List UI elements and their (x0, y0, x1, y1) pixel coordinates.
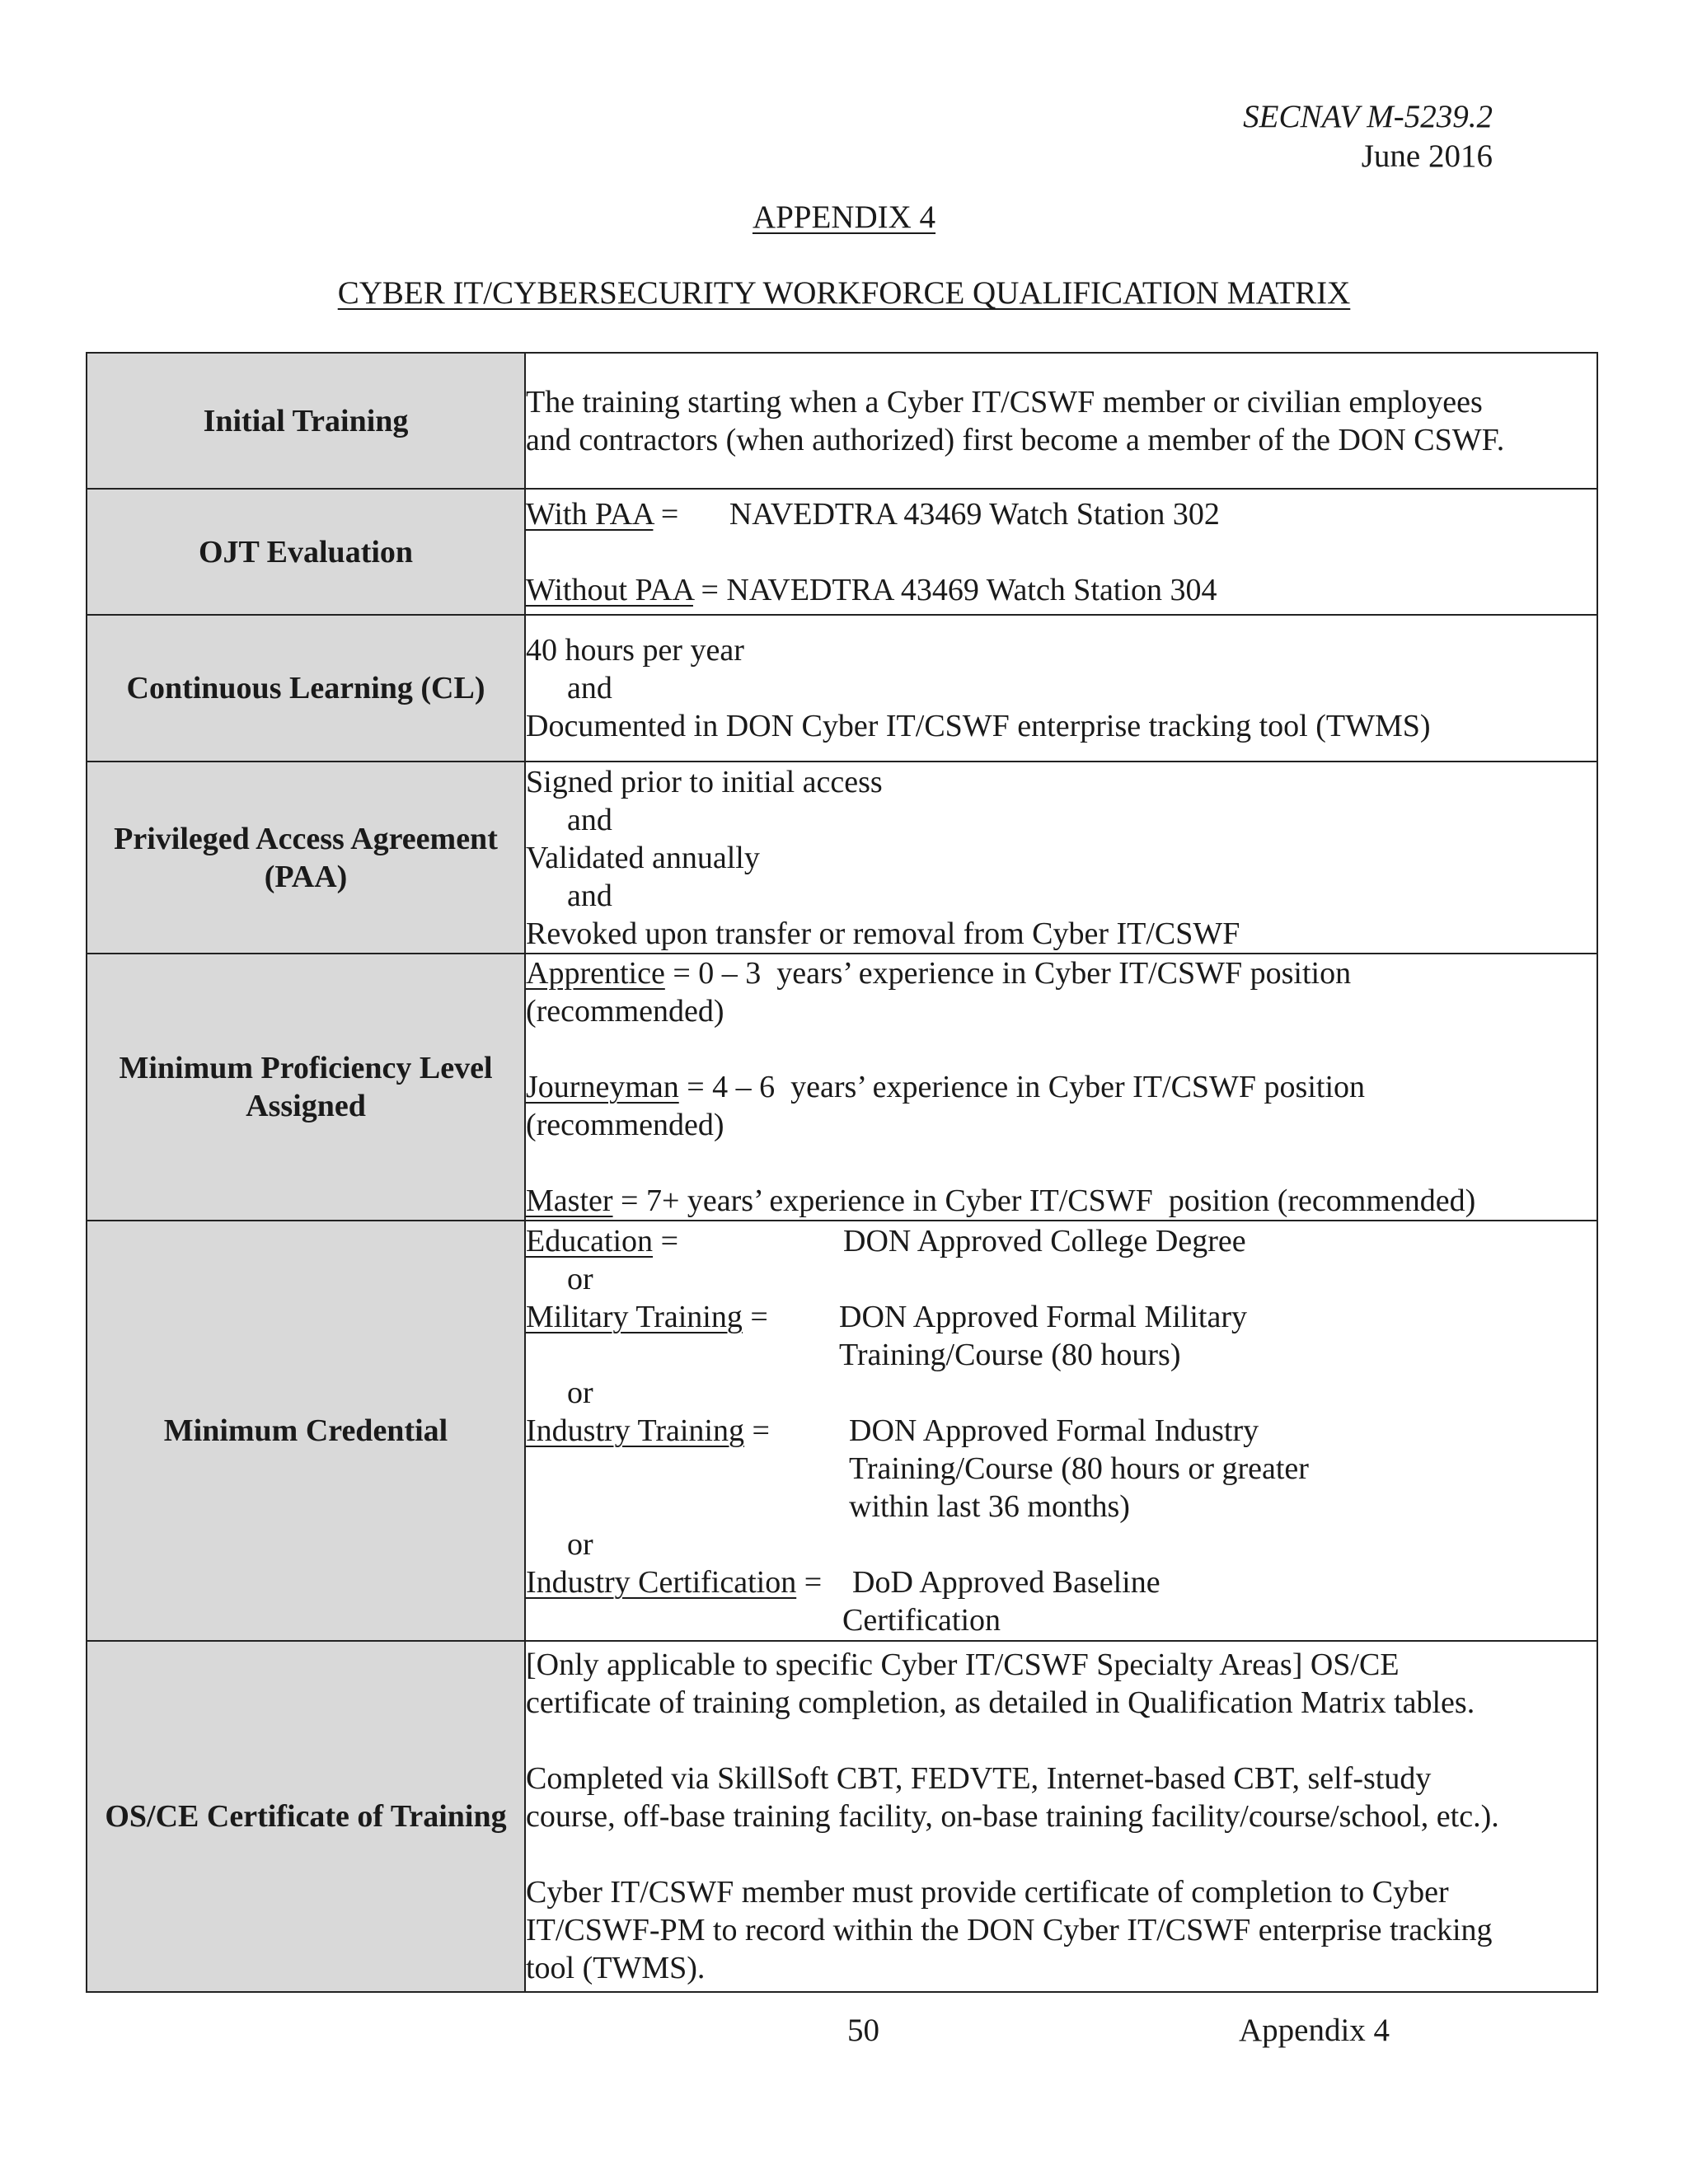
master-value: = 7+ years’ experience in Cyber IT/CSWF position (recommended) (612, 1183, 1476, 1218)
text-line: DoD Approved Baseline (852, 1565, 1160, 1600)
military-training-term: Military Training (526, 1300, 743, 1334)
text-line: Documented in DON Cyber IT/CSWF enterprise tracking tool (TWMS) (526, 709, 1431, 743)
text-line: or (567, 1262, 593, 1296)
equals-sign: = (796, 1565, 823, 1600)
apprentice-term: Apprentice (526, 956, 665, 991)
row-label-ojt-evaluation: OJT Evaluation (87, 489, 525, 615)
text-line: and contractors (when authorized) first become a member of the DON CSWF. (526, 422, 1505, 457)
spacer (526, 1722, 1597, 1760)
spacer (526, 1144, 1597, 1182)
master-line (526, 1182, 1597, 1220)
spacer (526, 1835, 1597, 1873)
equals-sign: = (653, 1224, 678, 1258)
row-label-minimum-credential: Minimum Credential (87, 1221, 525, 1641)
row-content-minimum-credential (525, 1221, 1597, 1641)
ojt-without-paa-value: NAVEDTRA 43469 Watch Station 304 (726, 572, 1217, 607)
table-row (87, 1641, 1597, 1992)
row-content-minimum-proficiency-level (525, 954, 1597, 1221)
ojt-with-paa (526, 495, 1597, 533)
text-line: Cyber IT/CSWF member must provide certificate of completion to Cyber (526, 1875, 1449, 1910)
text-line: or (567, 1376, 593, 1410)
education-value: DON Approved College Degree (843, 1224, 1246, 1258)
journeyman-line (526, 1068, 1597, 1106)
journeyman-value: = 4 – 6 years’ experience in Cyber IT/CSWF position (678, 1070, 1366, 1104)
credential-industry-certification (526, 1563, 1597, 1639)
text-line: or (567, 1527, 593, 1562)
text-line: Certification (842, 1603, 1001, 1638)
text-line: tool (TWMS). (526, 1951, 706, 1985)
ojt-without-paa (526, 571, 1597, 609)
row-content-continuous-learning (525, 615, 1597, 762)
text-line: course, off-base training facility, on-base training facility/course/school, etc.). (526, 1799, 1499, 1834)
text-line: Validated annually (526, 840, 760, 875)
row-label-osce-certificate: OS/CE Certificate of Training (87, 1641, 525, 1992)
row-label-minimum-proficiency-level: Minimum Proficiency Level Assigned (87, 954, 525, 1221)
qualification-matrix-table (86, 352, 1598, 1993)
ojt-with-paa-term: With PAA (526, 496, 654, 532)
text-line: Training/Course (80 hours or greater (849, 1451, 1309, 1486)
spacer (526, 533, 1597, 571)
text-line: Signed prior to initial access (526, 764, 883, 799)
table-row (87, 1221, 1597, 1641)
footer-appendix: Appendix 4 (1239, 2013, 1390, 2048)
text-line: The training starting when a Cyber IT/CSWF member or civilian employees (526, 384, 1483, 419)
text-line: DON Approved Formal Military (839, 1300, 1248, 1334)
ojt-without-paa-key (526, 571, 726, 609)
text-line: Completed via SkillSoft CBT, FEDVTE, Internet-based CBT, self-study (526, 1761, 1432, 1796)
text-line: IT/CSWF-PM to record within the DON Cyber IT/CSWF enterprise tracking (526, 1913, 1493, 1947)
ojt-with-paa-key (526, 495, 687, 533)
table-row (87, 762, 1597, 954)
text-line: DON Approved Formal Industry (849, 1413, 1259, 1448)
ojt-without-paa-term: Without PAA (526, 572, 693, 607)
equals-sign: = (742, 1300, 768, 1334)
text-line: [Only applicable to specific Cyber IT/CSWF Specialty Areas] OS/CE (526, 1647, 1400, 1682)
text-line: Training/Course (80 hours) (839, 1338, 1181, 1372)
apprentice-value: = 0 – 3 years’ experience in Cyber IT/CSWF position (664, 956, 1352, 991)
text-line: 40 hours per year (526, 633, 744, 668)
industry-certification-value (842, 1563, 1160, 1639)
table-row (87, 489, 1597, 615)
row-label-initial-training: Initial Training (87, 353, 525, 489)
text-line: (recommended) (526, 1108, 724, 1142)
industry-training-key (526, 1412, 849, 1526)
equals-sign: = (692, 572, 727, 607)
spacer (526, 1030, 1597, 1068)
row-label-continuous-learning: Continuous Learning (CL) (87, 615, 525, 762)
credential-education (526, 1222, 1597, 1260)
row-content-ojt-evaluation (525, 489, 1597, 615)
document-id: SECNAV M-5239.2 (1243, 99, 1493, 134)
row-label-privileged-access-agreement: Privileged Access Agreement (PAA) (87, 762, 525, 954)
equals-sign: = (743, 1413, 770, 1448)
industry-certification-term: Industry Certification (526, 1565, 797, 1600)
row-content-initial-training (525, 353, 1597, 489)
text-line: (recommended) (526, 994, 724, 1029)
education-key (526, 1222, 843, 1260)
text-line: within last 36 months) (849, 1489, 1130, 1524)
education-term: Education (526, 1224, 654, 1258)
page-title (0, 274, 1688, 313)
text-line: and (567, 802, 612, 837)
journeyman-term: Journeyman (526, 1070, 679, 1104)
text-line: and (567, 878, 612, 913)
apprentice-line (526, 954, 1597, 992)
table-row (87, 353, 1597, 489)
table-row (87, 954, 1597, 1221)
industry-training-value (849, 1412, 1309, 1526)
military-training-key (526, 1298, 839, 1374)
credential-military-training (526, 1298, 1597, 1374)
text-line: Revoked upon transfer or removal from Cyber IT/CSWF (526, 916, 1240, 951)
industry-certification-key (526, 1563, 852, 1639)
page-number: 50 (847, 2013, 879, 2048)
industry-training-term: Industry Training (526, 1413, 744, 1448)
row-content-privileged-access-agreement (525, 762, 1597, 954)
master-term: Master (526, 1183, 613, 1218)
text-line: and (567, 671, 612, 705)
table-row (87, 615, 1597, 762)
page-title-text: CYBER IT/CYBERSECURITY WORKFORCE QUALIFICATION MATRIX (337, 275, 1351, 311)
military-training-value (839, 1298, 1247, 1374)
equals-sign: = (653, 496, 687, 532)
appendix-heading (0, 198, 1688, 237)
text-line: certificate of training completion, as detailed in Qualification Matrix tables. (526, 1685, 1475, 1720)
credential-industry-training (526, 1412, 1597, 1526)
document-date: June 2016 (1361, 138, 1493, 174)
ojt-with-paa-value: NAVEDTRA 43469 Watch Station 302 (729, 496, 1220, 532)
appendix-heading-text: APPENDIX 4 (752, 199, 936, 235)
row-content-osce-certificate (525, 1641, 1597, 1992)
